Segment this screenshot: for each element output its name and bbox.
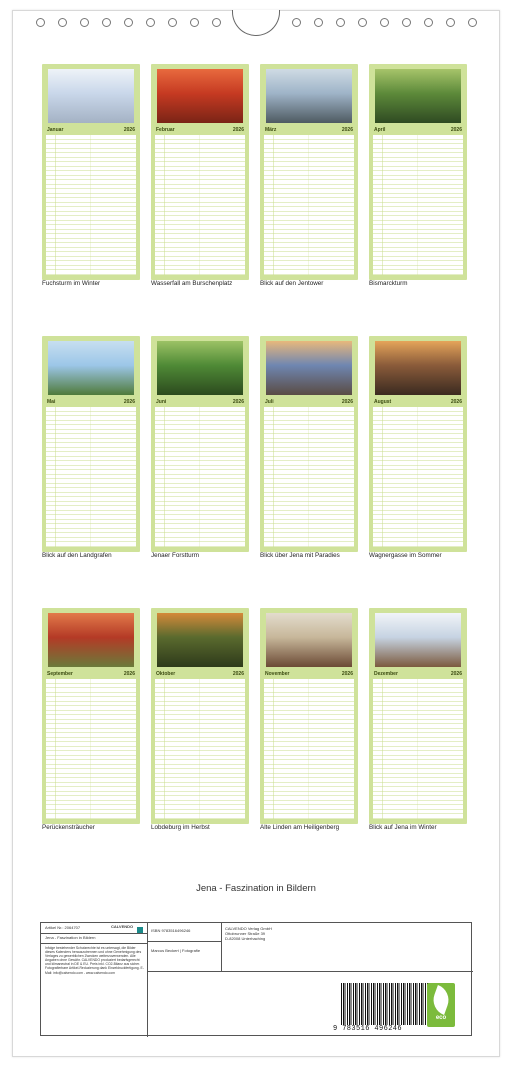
month-year: 2026: [341, 127, 353, 133]
month-name: Januar: [47, 127, 64, 133]
month-day-grid: [155, 135, 245, 275]
month-day-grid: [373, 407, 463, 547]
month-header: [155, 398, 245, 406]
binding-ring: [124, 18, 133, 27]
month-caption: Blick über Jena mit Paradies: [260, 552, 340, 559]
month-card: [369, 64, 467, 280]
month-photo: [157, 341, 243, 395]
binding-ring: [212, 18, 221, 27]
month-caption: Alte Linden am Heiligenberg: [260, 824, 340, 831]
binding-ring: [314, 18, 323, 27]
barcode-number: 9 783516 496246: [333, 1025, 403, 1033]
month-card: [369, 336, 467, 552]
month-year: 2026: [450, 127, 462, 133]
month-card: [151, 336, 249, 552]
month-header: [264, 398, 354, 406]
month-year: 2026: [341, 671, 353, 677]
month-header: [155, 670, 245, 678]
month-day-grid: [46, 679, 136, 819]
binding-ring: [168, 18, 177, 27]
month-card: [151, 608, 249, 824]
month-header: [155, 126, 245, 134]
month-day-grid: [46, 407, 136, 547]
month-photo: [375, 341, 461, 395]
binding-ring: [336, 18, 345, 27]
month-photo: [48, 613, 134, 667]
month-year: 2026: [341, 399, 353, 405]
month-caption: Lobdeburg im Herbst: [151, 824, 210, 831]
barcode: [341, 983, 431, 1025]
month-day-grid: [264, 135, 354, 275]
publisher-line-1: CALVENDO Verlag GmbH: [225, 926, 272, 931]
month-day-grid: [373, 679, 463, 819]
month-year: 2026: [123, 671, 135, 677]
month-photo: [375, 613, 461, 667]
month-card: [260, 608, 358, 824]
month-caption: Blick auf den Landgrafen: [42, 552, 112, 559]
binding-ring: [380, 18, 389, 27]
month-photo: [48, 341, 134, 395]
month-year: 2026: [232, 399, 244, 405]
month-header: [264, 126, 354, 134]
binding-ring: [36, 18, 45, 27]
month-card: [260, 336, 358, 552]
month-caption: Wagnergasse im Sommer: [369, 552, 442, 559]
eco-badge: [427, 983, 455, 1027]
month-caption: Blick auf Jena im Winter: [369, 824, 437, 831]
binding-ring: [102, 18, 111, 27]
author: Marcus Beckert | Fotografie: [151, 948, 201, 953]
binding-ring: [424, 18, 433, 27]
month-photo: [157, 69, 243, 123]
month-header: [264, 670, 354, 678]
month-photo: [48, 69, 134, 123]
legal-text: Infolge bestehender Schutzrechte ist es untersagt, die Bilder dieses Kalenders herauszutrennen und ohne Genehmigung des Verlages zu gewerblichen Zwecken weiterzuverwenden. Alle Angaben ohne Gewähr. CALVENDO produziert bedarfsgerecht und klimaneutral in DE & EU. Preis inkl. CO2-Bilanz aus sicher. Fotografierbare Artikel-Reduzierung dank Einzeldruckfertigung. E-Mail: info@calvendo.com - www.calvendo.com: [45, 946, 144, 975]
binding-ring: [146, 18, 155, 27]
month-name: März: [265, 127, 277, 133]
binding-ring: [190, 18, 199, 27]
publisher-line-3: D-82008 Unterhaching: [225, 936, 266, 941]
month-photo: [266, 341, 352, 395]
month-day-grid: [155, 679, 245, 819]
month-header: [46, 126, 136, 134]
binding-ring: [446, 18, 455, 27]
month-card: [260, 64, 358, 280]
month-header: [373, 126, 463, 134]
month-year: 2026: [450, 399, 462, 405]
month-card: [369, 608, 467, 824]
publisher-line-2: Ottobrunner Straße 39: [225, 931, 266, 936]
month-name: Dezember: [374, 671, 398, 677]
month-caption: Bismarckturm: [369, 280, 408, 287]
short-title: Jena - Faszination in Bildern: [45, 935, 96, 940]
month-name: August: [374, 399, 392, 405]
month-header: [373, 670, 463, 678]
binding-ring: [468, 18, 477, 27]
month-name: Juli: [265, 399, 274, 405]
month-name: April: [374, 127, 386, 133]
month-day-grid: [264, 679, 354, 819]
brand-logo-icon: [137, 927, 143, 933]
info-box: [40, 922, 472, 1036]
month-name: Oktober: [156, 671, 176, 677]
month-caption: Blick auf den Jentower: [260, 280, 324, 287]
month-name: Februar: [156, 127, 175, 133]
month-year: 2026: [450, 671, 462, 677]
month-day-grid: [264, 407, 354, 547]
binding-ring: [402, 18, 411, 27]
binding-ring: [358, 18, 367, 27]
calendar-title: Jena - Faszination in Bildern: [196, 883, 316, 894]
month-header: [373, 398, 463, 406]
month-caption: Fuchsturm im Winter: [42, 280, 101, 287]
month-photo: [375, 69, 461, 123]
isbn: ISBN 9783516496246: [151, 928, 191, 933]
leaf-icon: [429, 985, 453, 1015]
brand-logo-text: CALVENDO: [111, 924, 134, 929]
binding-ring: [292, 18, 301, 27]
month-name: Juni: [156, 399, 167, 405]
binding-ring: [80, 18, 89, 27]
month-card: [42, 336, 140, 552]
month-card: [42, 64, 140, 280]
month-year: 2026: [123, 399, 135, 405]
month-day-grid: [46, 135, 136, 275]
month-year: 2026: [123, 127, 135, 133]
month-name: Mai: [47, 399, 56, 405]
article-number: Artikel Nr.: 2064707: [45, 925, 81, 930]
binding-ring: [58, 18, 67, 27]
month-card: [151, 64, 249, 280]
month-year: 2026: [232, 671, 244, 677]
month-caption: Wasserfall am Burschenplatz: [151, 280, 233, 287]
month-header: [46, 398, 136, 406]
month-photo: [157, 613, 243, 667]
month-day-grid: [373, 135, 463, 275]
month-name: September: [47, 671, 73, 677]
month-header: [46, 670, 136, 678]
month-day-grid: [155, 407, 245, 547]
month-card: [42, 608, 140, 824]
month-year: 2026: [232, 127, 244, 133]
eco-label: eco: [435, 1015, 447, 1021]
month-photo: [266, 613, 352, 667]
month-caption: Perückensträucher: [42, 824, 95, 831]
month-name: November: [265, 671, 290, 677]
month-photo: [266, 69, 352, 123]
month-caption: Jenaer Forstturm: [151, 552, 199, 559]
